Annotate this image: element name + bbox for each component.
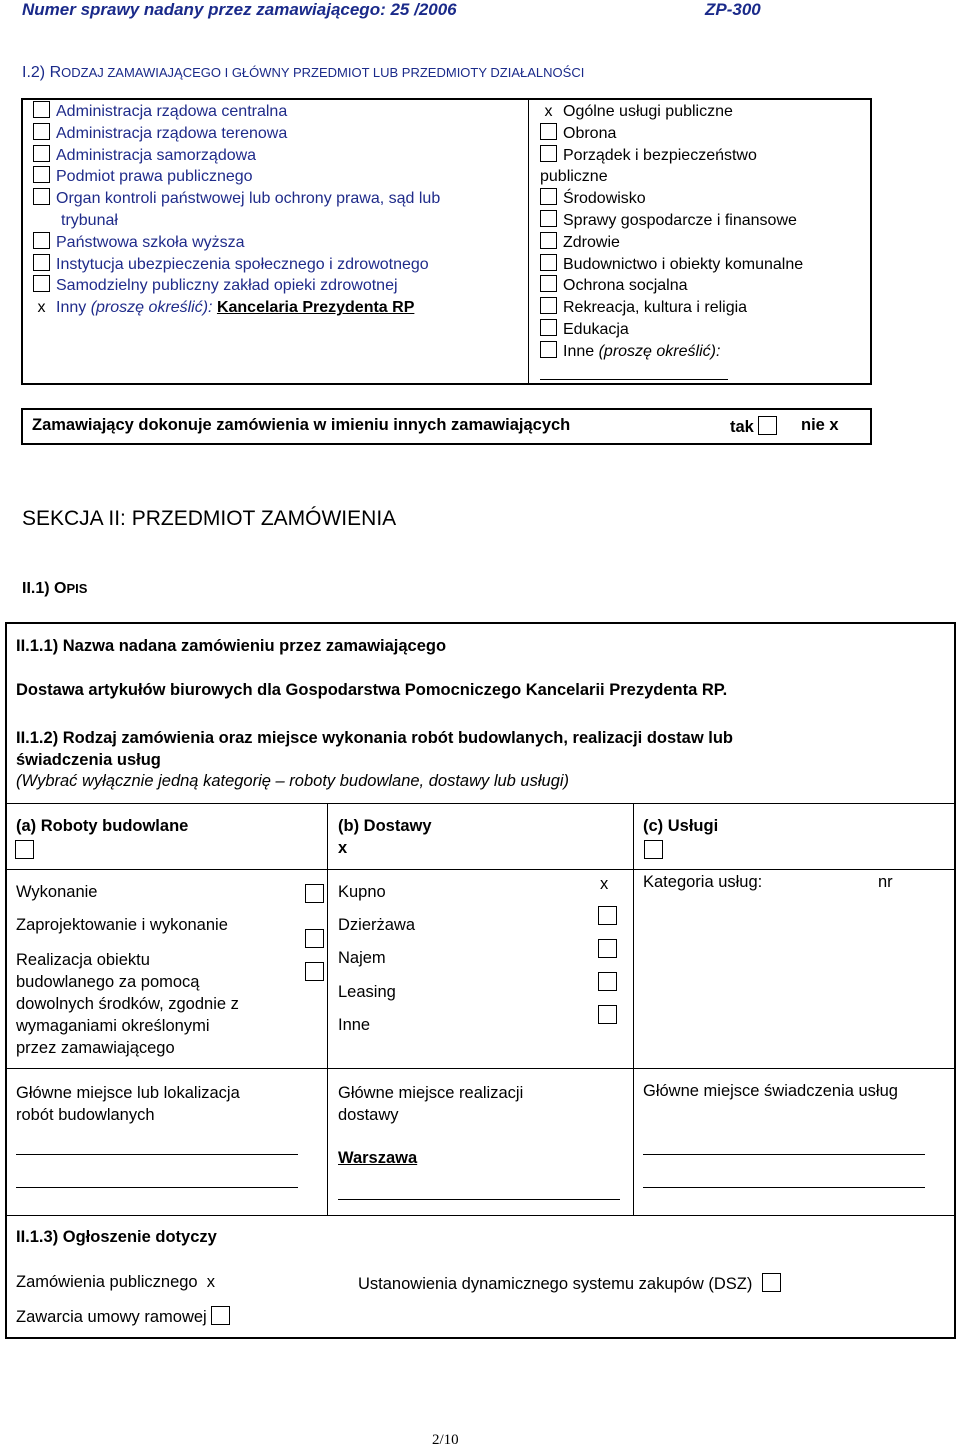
supply-option-purchase: Kupno bbox=[338, 883, 386, 901]
section-i2-prefix: I.2) R bbox=[22, 64, 62, 81]
works-location-line-2[interactable] bbox=[16, 1187, 298, 1188]
list-item[interactable]: x Ogólne usługi publiczne bbox=[540, 101, 803, 123]
works-design-checkbox[interactable] bbox=[305, 929, 324, 953]
checkbox[interactable] bbox=[33, 254, 50, 271]
table-bottom-line bbox=[6, 1215, 955, 1216]
other-hint: (proszę określić): bbox=[90, 299, 213, 317]
table-location-line bbox=[6, 1068, 955, 1069]
supply-location-label: Główne miejsce realizacji dostawy bbox=[338, 1084, 524, 1124]
checkbox[interactable] bbox=[33, 232, 50, 249]
checkbox[interactable] bbox=[33, 188, 50, 205]
works-checkbox[interactable] bbox=[15, 840, 34, 864]
section-ii-title: SEKCJA II: PRZEDMIOT ZAMÓWIENIA bbox=[22, 507, 397, 530]
list-item-continuation: publiczne bbox=[540, 168, 608, 186]
table-col-divider-2 bbox=[633, 803, 634, 1215]
checkbox[interactable] bbox=[540, 145, 557, 162]
col-works-title: (a) Roboty budowlane bbox=[16, 817, 189, 835]
col-supply-title: (b) Dostawy bbox=[338, 817, 432, 835]
section-ii1-title: II.1) OPIS bbox=[22, 580, 88, 597]
col-services-title: (c) Usługi bbox=[643, 817, 719, 835]
ii13-dps-option[interactable]: Ustanowienia dynamicznego systemu zakupów (DSZ) bbox=[358, 1273, 781, 1294]
works-location-label: Główne miejsce lub lokalizacja robót budowlanych bbox=[16, 1084, 240, 1124]
checkbox[interactable] bbox=[540, 341, 557, 358]
other-input-line[interactable] bbox=[540, 379, 728, 380]
list-item[interactable]: Administracja samorządowa bbox=[33, 145, 440, 167]
other-value: Kancelaria Prezydenta RP bbox=[216, 299, 415, 317]
list-item[interactable]: Ochrona socjalna bbox=[540, 275, 803, 297]
ii12-label-line2: świadczenia usług bbox=[16, 751, 161, 769]
supply-purchase-mark[interactable]: x bbox=[600, 875, 609, 893]
checkbox[interactable] bbox=[305, 884, 324, 903]
activity-list bbox=[540, 101, 803, 363]
authority-type-list bbox=[33, 101, 440, 319]
header-case-number: Numer sprawy nadany przez zamawiającego: 25 /2006 bbox=[22, 0, 457, 19]
joint-no-option[interactable]: nie x bbox=[801, 416, 839, 434]
supply-location-line[interactable] bbox=[338, 1199, 620, 1200]
ii13-label: II.1.3) Ogłoszenie dotyczy bbox=[16, 1228, 217, 1246]
checkbox[interactable] bbox=[540, 188, 557, 205]
checkbox[interactable] bbox=[33, 145, 50, 162]
services-category-nr: nr bbox=[878, 873, 893, 891]
list-item[interactable]: Samodzielny publiczny zakład opieki zdrowotnej bbox=[33, 275, 440, 297]
checked-mark[interactable]: x bbox=[206, 1273, 216, 1291]
checkbox[interactable] bbox=[540, 123, 557, 140]
table-header-line bbox=[6, 869, 955, 870]
supply-location-value: Warszawa bbox=[338, 1149, 418, 1167]
supply-checked-mark[interactable]: x bbox=[338, 839, 348, 857]
ii11-label: II.1.1) Nazwa nadana zamówieniu przez zamawiającego bbox=[16, 637, 447, 655]
ii13-public-option[interactable]: Zamówienia publicznego x bbox=[16, 1273, 216, 1291]
works-realization-checkbox[interactable] bbox=[305, 962, 324, 986]
supply-option-lease: Dzierżawa bbox=[338, 916, 416, 934]
checkbox[interactable] bbox=[540, 254, 557, 271]
table-top-line bbox=[6, 803, 955, 804]
checked-mark[interactable]: x bbox=[544, 103, 553, 120]
list-item[interactable]: Edukacja bbox=[540, 319, 803, 341]
services-location-label: Główne miejsce świadczenia usług bbox=[643, 1082, 898, 1100]
list-item[interactable]: Budownictwo i obiekty komunalne bbox=[540, 254, 803, 276]
works-execution-checkbox[interactable] bbox=[305, 884, 324, 908]
services-category-label: Kategoria usług: bbox=[643, 873, 763, 891]
services-location-line-1[interactable] bbox=[643, 1154, 925, 1155]
services-location-line-2[interactable] bbox=[643, 1187, 925, 1188]
checkbox[interactable] bbox=[598, 1005, 617, 1024]
page-number: 2/10 bbox=[432, 1432, 459, 1448]
checkbox[interactable] bbox=[758, 416, 777, 435]
list-item[interactable]: Podmiot prawa publicznego bbox=[33, 166, 440, 188]
other-hint: (proszę określić): bbox=[598, 342, 721, 360]
list-item[interactable]: Administracja rządowa terenowa bbox=[33, 123, 440, 145]
checkbox[interactable] bbox=[540, 232, 557, 249]
supply-option-leasing: Leasing bbox=[338, 983, 396, 1001]
joint-yes-option[interactable]: tak bbox=[730, 416, 777, 437]
checkbox[interactable] bbox=[598, 906, 617, 925]
joint-procurement-text: Zamawiający dokonuje zamówienia w imieniu innych zamawiających bbox=[32, 416, 571, 434]
ii12-note: (Wybrać wyłącznie jedną kategorię – roboty budowlane, dostawy lub usługi) bbox=[16, 772, 570, 790]
supply-option-rent: Najem bbox=[338, 949, 386, 967]
checkbox[interactable] bbox=[33, 123, 50, 140]
checkbox[interactable] bbox=[540, 297, 557, 314]
checkbox[interactable] bbox=[540, 275, 557, 292]
checkbox[interactable] bbox=[33, 275, 50, 292]
checkbox[interactable] bbox=[644, 840, 663, 859]
supply-other-checkbox[interactable] bbox=[598, 1005, 617, 1029]
checkbox[interactable] bbox=[598, 939, 617, 958]
list-item-other[interactable]: x Inny (proszę określić): Kancelaria Prezydenta RP bbox=[33, 297, 440, 319]
services-checkbox[interactable] bbox=[644, 840, 663, 864]
supply-leasing-checkbox[interactable] bbox=[598, 972, 617, 996]
works-option-design-build: Zaprojektowanie i wykonanie bbox=[16, 916, 228, 934]
list-item[interactable]: Środowisko bbox=[540, 188, 803, 210]
checkbox[interactable] bbox=[598, 972, 617, 991]
list-item[interactable]: Organ kontroli państwowej lub ochrony prawa, sąd lub bbox=[33, 188, 440, 210]
list-item[interactable]: Państwowa szkoła wyższa bbox=[33, 232, 440, 254]
list-item[interactable]: Obrona bbox=[540, 123, 803, 145]
supply-rent-checkbox[interactable] bbox=[598, 939, 617, 963]
checkbox[interactable] bbox=[540, 319, 557, 336]
header-form-code: ZP-300 bbox=[705, 0, 761, 19]
list-item[interactable]: Sprawy gospodarcze i finansowe bbox=[540, 210, 803, 232]
list-item[interactable]: Porządek i bezpieczeństwo bbox=[540, 145, 803, 167]
checkbox[interactable] bbox=[211, 1306, 230, 1325]
section-i2-title-rest: ODZAJ ZAMAWIAJĄCEGO I GŁÓWNY PRZEDMIOT LUB PRZEDMIOTY DZIAŁALNOŚCI bbox=[61, 65, 585, 80]
ii12-label-line1: II.1.2) Rodzaj zamówienia oraz miejsce wykonania robót budowlanych, realizacji dostaw lub bbox=[16, 729, 734, 747]
supply-option-other: Inne bbox=[338, 1016, 371, 1034]
checkbox[interactable] bbox=[33, 166, 50, 183]
checkbox[interactable] bbox=[762, 1273, 781, 1292]
checkbox[interactable] bbox=[540, 210, 557, 227]
list-item[interactable]: Instytucja ubezpieczenia społecznego i zdrowotnego bbox=[33, 254, 440, 276]
works-location-line-1[interactable] bbox=[16, 1154, 298, 1155]
ii13-framework-option[interactable]: Zawarcia umowy ramowej bbox=[16, 1306, 230, 1327]
section-i2-title bbox=[22, 64, 584, 82]
checkbox[interactable] bbox=[15, 840, 34, 859]
works-option-execution: Wykonanie bbox=[16, 883, 98, 901]
list-item[interactable]: Zdrowie bbox=[540, 232, 803, 254]
checkbox[interactable] bbox=[33, 101, 50, 118]
list-item-other[interactable]: Inne (proszę określić): bbox=[540, 341, 803, 363]
supply-lease-checkbox[interactable] bbox=[598, 906, 617, 930]
checkbox[interactable] bbox=[305, 929, 324, 948]
table-col-divider-1 bbox=[327, 803, 328, 1215]
checkbox[interactable] bbox=[305, 962, 324, 981]
ii11-value: Dostawa artykułów biurowych dla Gospodarstwa Pomocniczego Kancelarii Prezydenta RP. bbox=[16, 681, 728, 699]
list-item-continuation: trybunał bbox=[61, 211, 118, 229]
list-item[interactable]: Administracja rządowa centralna bbox=[33, 101, 440, 123]
list-item[interactable]: Rekreacja, kultura i religia bbox=[540, 297, 803, 319]
checked-mark[interactable]: x bbox=[37, 299, 46, 317]
works-option-realization: Realizacja obiektu budowlanego za pomocą dowolnych środków, zgodnie z wymaganiami określonymi przez zamawiającego bbox=[16, 951, 239, 1057]
box-divider bbox=[528, 99, 529, 384]
